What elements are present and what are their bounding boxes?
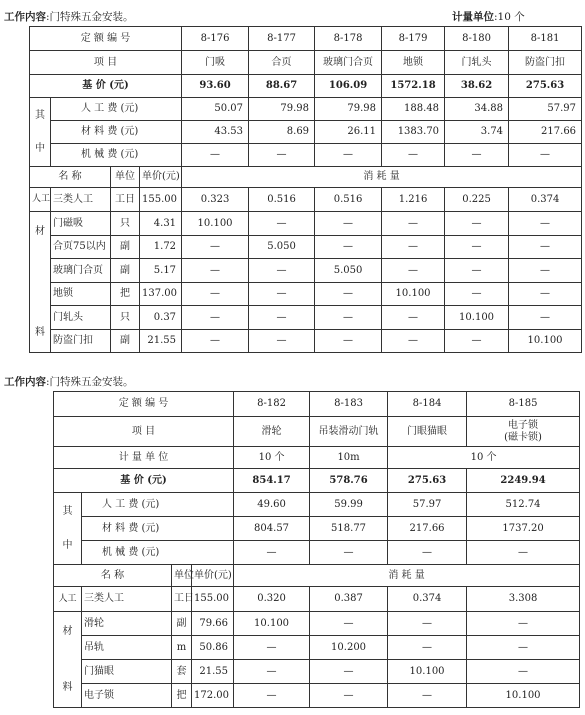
cost-cell: 1383.70	[382, 121, 445, 144]
cost-cell: 57.97	[388, 493, 467, 517]
quota-table-1	[29, 26, 582, 353]
item-label: 项 目	[54, 417, 234, 447]
material-cell: —	[509, 259, 582, 283]
material-unit: 只	[111, 212, 140, 236]
material-cell: —	[382, 306, 445, 330]
cost-name: 材 料 费 (元)	[82, 517, 234, 541]
material-name: 玻璃门合页	[51, 259, 111, 283]
material-unit: 副	[111, 329, 140, 353]
item-cell: 吊装滑动门轨	[310, 417, 388, 447]
cost-name: 人 工 费 (元)	[82, 493, 234, 517]
cost-cell: 49.60	[234, 493, 310, 517]
code-cell: 8-181	[509, 27, 582, 51]
cost-row	[54, 517, 580, 541]
group-material	[54, 612, 82, 708]
material-cell: 5.050	[315, 259, 382, 283]
material-price: 1.72	[140, 235, 182, 259]
cost-cell: 518.77	[310, 517, 388, 541]
material-unit: 把	[111, 282, 140, 306]
measure-unit-text: :10 个	[494, 11, 525, 23]
code-label: 定 额 编 号	[30, 27, 182, 51]
header-price: 单价(元)	[192, 565, 234, 587]
material-unit: m	[172, 636, 192, 660]
material-cell: —	[382, 235, 445, 259]
item-cell: 合页	[249, 51, 315, 75]
material-row	[30, 235, 582, 259]
material-name: 滑轮	[82, 612, 172, 636]
group-char: 料	[35, 327, 45, 338]
header-price: 单价(元)	[140, 167, 182, 188]
cost-name: 机 械 费 (元)	[51, 144, 182, 167]
code-cell: 8-185	[467, 392, 580, 417]
quota-table-2	[53, 391, 580, 708]
code-cell: 8-180	[445, 27, 509, 51]
material-cell: —	[445, 259, 509, 283]
consumption-label: 消 耗 量	[182, 167, 582, 188]
cost-name: 材 料 费 (元)	[51, 121, 182, 144]
cost-cell: —	[315, 144, 382, 167]
item-cell: 门轧头	[445, 51, 509, 75]
labor-cell: 0.374	[388, 587, 467, 612]
material-cell: —	[249, 329, 315, 353]
group-char: 其	[35, 109, 45, 121]
item-label: 项 目	[30, 51, 182, 75]
material-name: 地锁	[51, 282, 111, 306]
code-cell: 8-184	[388, 392, 467, 417]
base-price-cell: 2249.94	[467, 469, 580, 493]
cost-name: 机 械 费 (元)	[82, 541, 234, 565]
item-cell: 地锁	[382, 51, 445, 75]
labor-group: 人工	[54, 587, 82, 612]
cost-row	[30, 121, 582, 144]
material-name: 门磁吸	[51, 212, 111, 236]
cost-cell: 26.11	[315, 121, 382, 144]
material-name: 电子锁	[82, 684, 172, 708]
labor-cell: 0.387	[310, 587, 388, 612]
code-cell: 8-176	[182, 27, 249, 51]
cost-cell: —	[445, 144, 509, 167]
header-row	[30, 167, 582, 188]
cost-row	[30, 98, 582, 121]
material-cell: —	[445, 212, 509, 236]
material-name: 门轧头	[51, 306, 111, 330]
measure-unit-label: 计量单位	[452, 11, 494, 23]
measure-unit-row	[54, 447, 580, 469]
material-cell: 5.050	[249, 235, 315, 259]
material-cell: 10.200	[310, 636, 388, 660]
labor-name: 三类人工	[82, 587, 172, 612]
cost-cell: 50.07	[182, 98, 249, 121]
cost-cell: —	[310, 541, 388, 565]
material-cell: —	[310, 660, 388, 684]
material-cell: —	[315, 306, 382, 330]
material-cell: —	[445, 329, 509, 353]
base-price-cell: 1572.18	[382, 75, 445, 98]
material-price: 137.00	[140, 282, 182, 306]
material-cell: —	[182, 282, 249, 306]
cost-cell: 79.98	[315, 98, 382, 121]
item-cell: 门眼猫眼	[388, 417, 467, 447]
material-cell: —	[509, 212, 582, 236]
material-row	[54, 684, 580, 708]
item-cell: 防盗门扣	[509, 51, 582, 75]
cost-cell: 57.97	[509, 98, 582, 121]
cost-cell: —	[388, 541, 467, 565]
cost-row	[54, 541, 580, 565]
material-cell: —	[509, 235, 582, 259]
header-name: 名 称	[54, 565, 172, 587]
labor-unit: 工日	[111, 188, 140, 212]
header-name: 名 称	[30, 167, 111, 188]
cost-cell: —	[509, 144, 582, 167]
cost-cell: 188.48	[382, 98, 445, 121]
group-char: 中	[35, 143, 45, 154]
item-cell: 玻璃门合页	[315, 51, 382, 75]
group-qizhong	[54, 493, 82, 565]
cost-cell: 1737.20	[467, 517, 580, 541]
cost-cell: 43.53	[182, 121, 249, 144]
group-char: 中	[62, 539, 73, 551]
base-price-label: 基 价 (元)	[30, 75, 182, 98]
material-unit: 只	[111, 306, 140, 330]
material-cell: —	[315, 212, 382, 236]
measure-cell: 10 个	[388, 447, 580, 469]
labor-cell: 0.225	[445, 188, 509, 212]
material-price: 5.17	[140, 259, 182, 283]
material-cell: 10.100	[509, 329, 582, 353]
item-cell: 电子锁 (磁卡锁)	[467, 417, 580, 447]
labor-row	[30, 188, 582, 212]
cost-cell: —	[182, 144, 249, 167]
material-unit: 副	[111, 259, 140, 283]
measure-cell: 10m	[310, 447, 388, 469]
material-cell: —	[182, 306, 249, 330]
labor-group: 人工	[30, 188, 51, 212]
code-row	[30, 27, 582, 51]
material-cell: —	[249, 306, 315, 330]
material-cell: —	[509, 306, 582, 330]
item-row	[30, 51, 582, 75]
cost-cell: 79.98	[249, 98, 315, 121]
base-price-cell: 93.60	[182, 75, 249, 98]
item-row	[54, 417, 580, 447]
material-row	[30, 306, 582, 330]
code-cell: 8-182	[234, 392, 310, 417]
labor-cell: 0.323	[182, 188, 249, 212]
material-cell: —	[382, 329, 445, 353]
labor-cell: 0.516	[315, 188, 382, 212]
cost-name: 人 工 费 (元)	[51, 98, 182, 121]
cost-cell: 512.74	[467, 493, 580, 517]
material-row	[30, 282, 582, 306]
labor-cell: 3.308	[467, 587, 580, 612]
material-unit: 把	[172, 684, 192, 708]
cost-cell: —	[467, 541, 580, 565]
material-cell: —	[315, 329, 382, 353]
code-cell: 8-177	[249, 27, 315, 51]
labor-cell: 0.320	[234, 587, 310, 612]
material-cell: —	[315, 282, 382, 306]
work-content-text: :门特殊五金安装。	[46, 11, 134, 23]
material-cell: —	[249, 259, 315, 283]
labor-row	[54, 587, 580, 612]
material-price: 4.31	[140, 212, 182, 236]
material-cell: —	[388, 612, 467, 636]
code-label: 定 额 编 号	[54, 392, 234, 417]
material-cell: —	[249, 212, 315, 236]
code-cell: 8-179	[382, 27, 445, 51]
code-cell: 8-178	[315, 27, 382, 51]
header-unit: 单位	[111, 167, 140, 188]
material-cell: 10.100	[382, 282, 445, 306]
material-cell: —	[509, 282, 582, 306]
cost-row	[30, 144, 582, 167]
base-price-cell: 578.76	[310, 469, 388, 493]
labor-price: 155.00	[192, 587, 234, 612]
cost-cell: —	[382, 144, 445, 167]
work-content-line-2	[4, 374, 134, 389]
cost-cell: 3.74	[445, 121, 509, 144]
material-cell: —	[182, 329, 249, 353]
material-unit: 副	[111, 235, 140, 259]
cost-cell: —	[249, 144, 315, 167]
base-price-cell: 275.63	[509, 75, 582, 98]
material-cell: —	[382, 259, 445, 283]
material-cell: —	[445, 235, 509, 259]
material-price: 21.55	[192, 660, 234, 684]
material-cell: —	[234, 684, 310, 708]
cost-cell: 804.57	[234, 517, 310, 541]
material-price: 172.00	[192, 684, 234, 708]
material-cell: 10.100	[182, 212, 249, 236]
group-qizhong	[30, 98, 51, 167]
material-cell: —	[249, 282, 315, 306]
material-name: 吊轨	[82, 636, 172, 660]
material-cell: 10.100	[445, 306, 509, 330]
header-unit: 单位	[172, 565, 192, 587]
cost-cell: 8.69	[249, 121, 315, 144]
material-unit: 副	[172, 612, 192, 636]
material-row	[54, 660, 580, 684]
material-row	[54, 636, 580, 660]
labor-price: 155.00	[140, 188, 182, 212]
measure-cell: 10 个	[234, 447, 310, 469]
labor-unit: 工日	[172, 587, 192, 612]
header-row	[54, 565, 580, 587]
material-price: 79.66	[192, 612, 234, 636]
item-cell: 滑轮	[234, 417, 310, 447]
material-row	[30, 259, 582, 283]
measure-unit-line	[452, 9, 525, 24]
material-cell: 10.100	[467, 684, 580, 708]
cost-row	[54, 493, 580, 517]
work-content-line-1	[4, 9, 134, 24]
base-price-cell: 38.62	[445, 75, 509, 98]
material-cell: 10.100	[388, 660, 467, 684]
material-row	[54, 612, 580, 636]
material-cell: —	[182, 259, 249, 283]
material-name: 合页75以内	[51, 235, 111, 259]
labor-cell: 0.516	[249, 188, 315, 212]
cost-cell: 34.88	[445, 98, 509, 121]
base-price-row	[30, 75, 582, 98]
work-content-label-2: 工作内容	[4, 376, 46, 388]
base-price-cell: 88.67	[249, 75, 315, 98]
work-content-label: 工作内容	[4, 11, 46, 23]
code-cell: 8-183	[310, 392, 388, 417]
code-row	[54, 392, 580, 417]
material-price: 21.55	[140, 329, 182, 353]
material-cell: —	[445, 282, 509, 306]
group-char: 料	[62, 681, 73, 693]
work-content-text-2: :门特殊五金安装。	[46, 376, 134, 388]
material-row	[30, 212, 582, 236]
material-cell: —	[467, 612, 580, 636]
material-cell: —	[234, 636, 310, 660]
material-price: 0.37	[140, 306, 182, 330]
cost-cell: —	[234, 541, 310, 565]
material-cell: —	[382, 212, 445, 236]
material-name: 防盗门扣	[51, 329, 111, 353]
material-name: 门猫眼	[82, 660, 172, 684]
base-price-cell: 106.09	[315, 75, 382, 98]
group-char: 材	[35, 225, 45, 237]
material-cell: 10.100	[234, 612, 310, 636]
group-char: 其	[62, 506, 73, 517]
group-char: 材	[62, 626, 73, 637]
consumption-label: 消 耗 量	[234, 565, 580, 587]
cost-cell: 217.66	[509, 121, 582, 144]
cost-cell: 59.99	[310, 493, 388, 517]
base-price-cell: 854.17	[234, 469, 310, 493]
material-price: 50.86	[192, 636, 234, 660]
material-unit: 套	[172, 660, 192, 684]
labor-name: 三类人工	[51, 188, 111, 212]
material-cell: —	[310, 684, 388, 708]
material-cell: —	[234, 660, 310, 684]
material-cell: —	[310, 612, 388, 636]
item-cell: 门吸	[182, 51, 249, 75]
cost-cell: 217.66	[388, 517, 467, 541]
material-cell: —	[182, 235, 249, 259]
material-cell: —	[388, 636, 467, 660]
labor-cell: 0.374	[509, 188, 582, 212]
base-price-row	[54, 469, 580, 493]
labor-cell: 1.216	[382, 188, 445, 212]
group-material	[30, 212, 51, 353]
material-cell: —	[467, 660, 580, 684]
material-cell: —	[467, 636, 580, 660]
base-price-label: 基 价 (元)	[54, 469, 234, 493]
measure-label: 计 量 单 位	[54, 447, 234, 469]
material-row	[30, 329, 582, 353]
base-price-cell: 275.63	[388, 469, 467, 493]
material-cell: —	[315, 235, 382, 259]
material-cell: —	[388, 684, 467, 708]
